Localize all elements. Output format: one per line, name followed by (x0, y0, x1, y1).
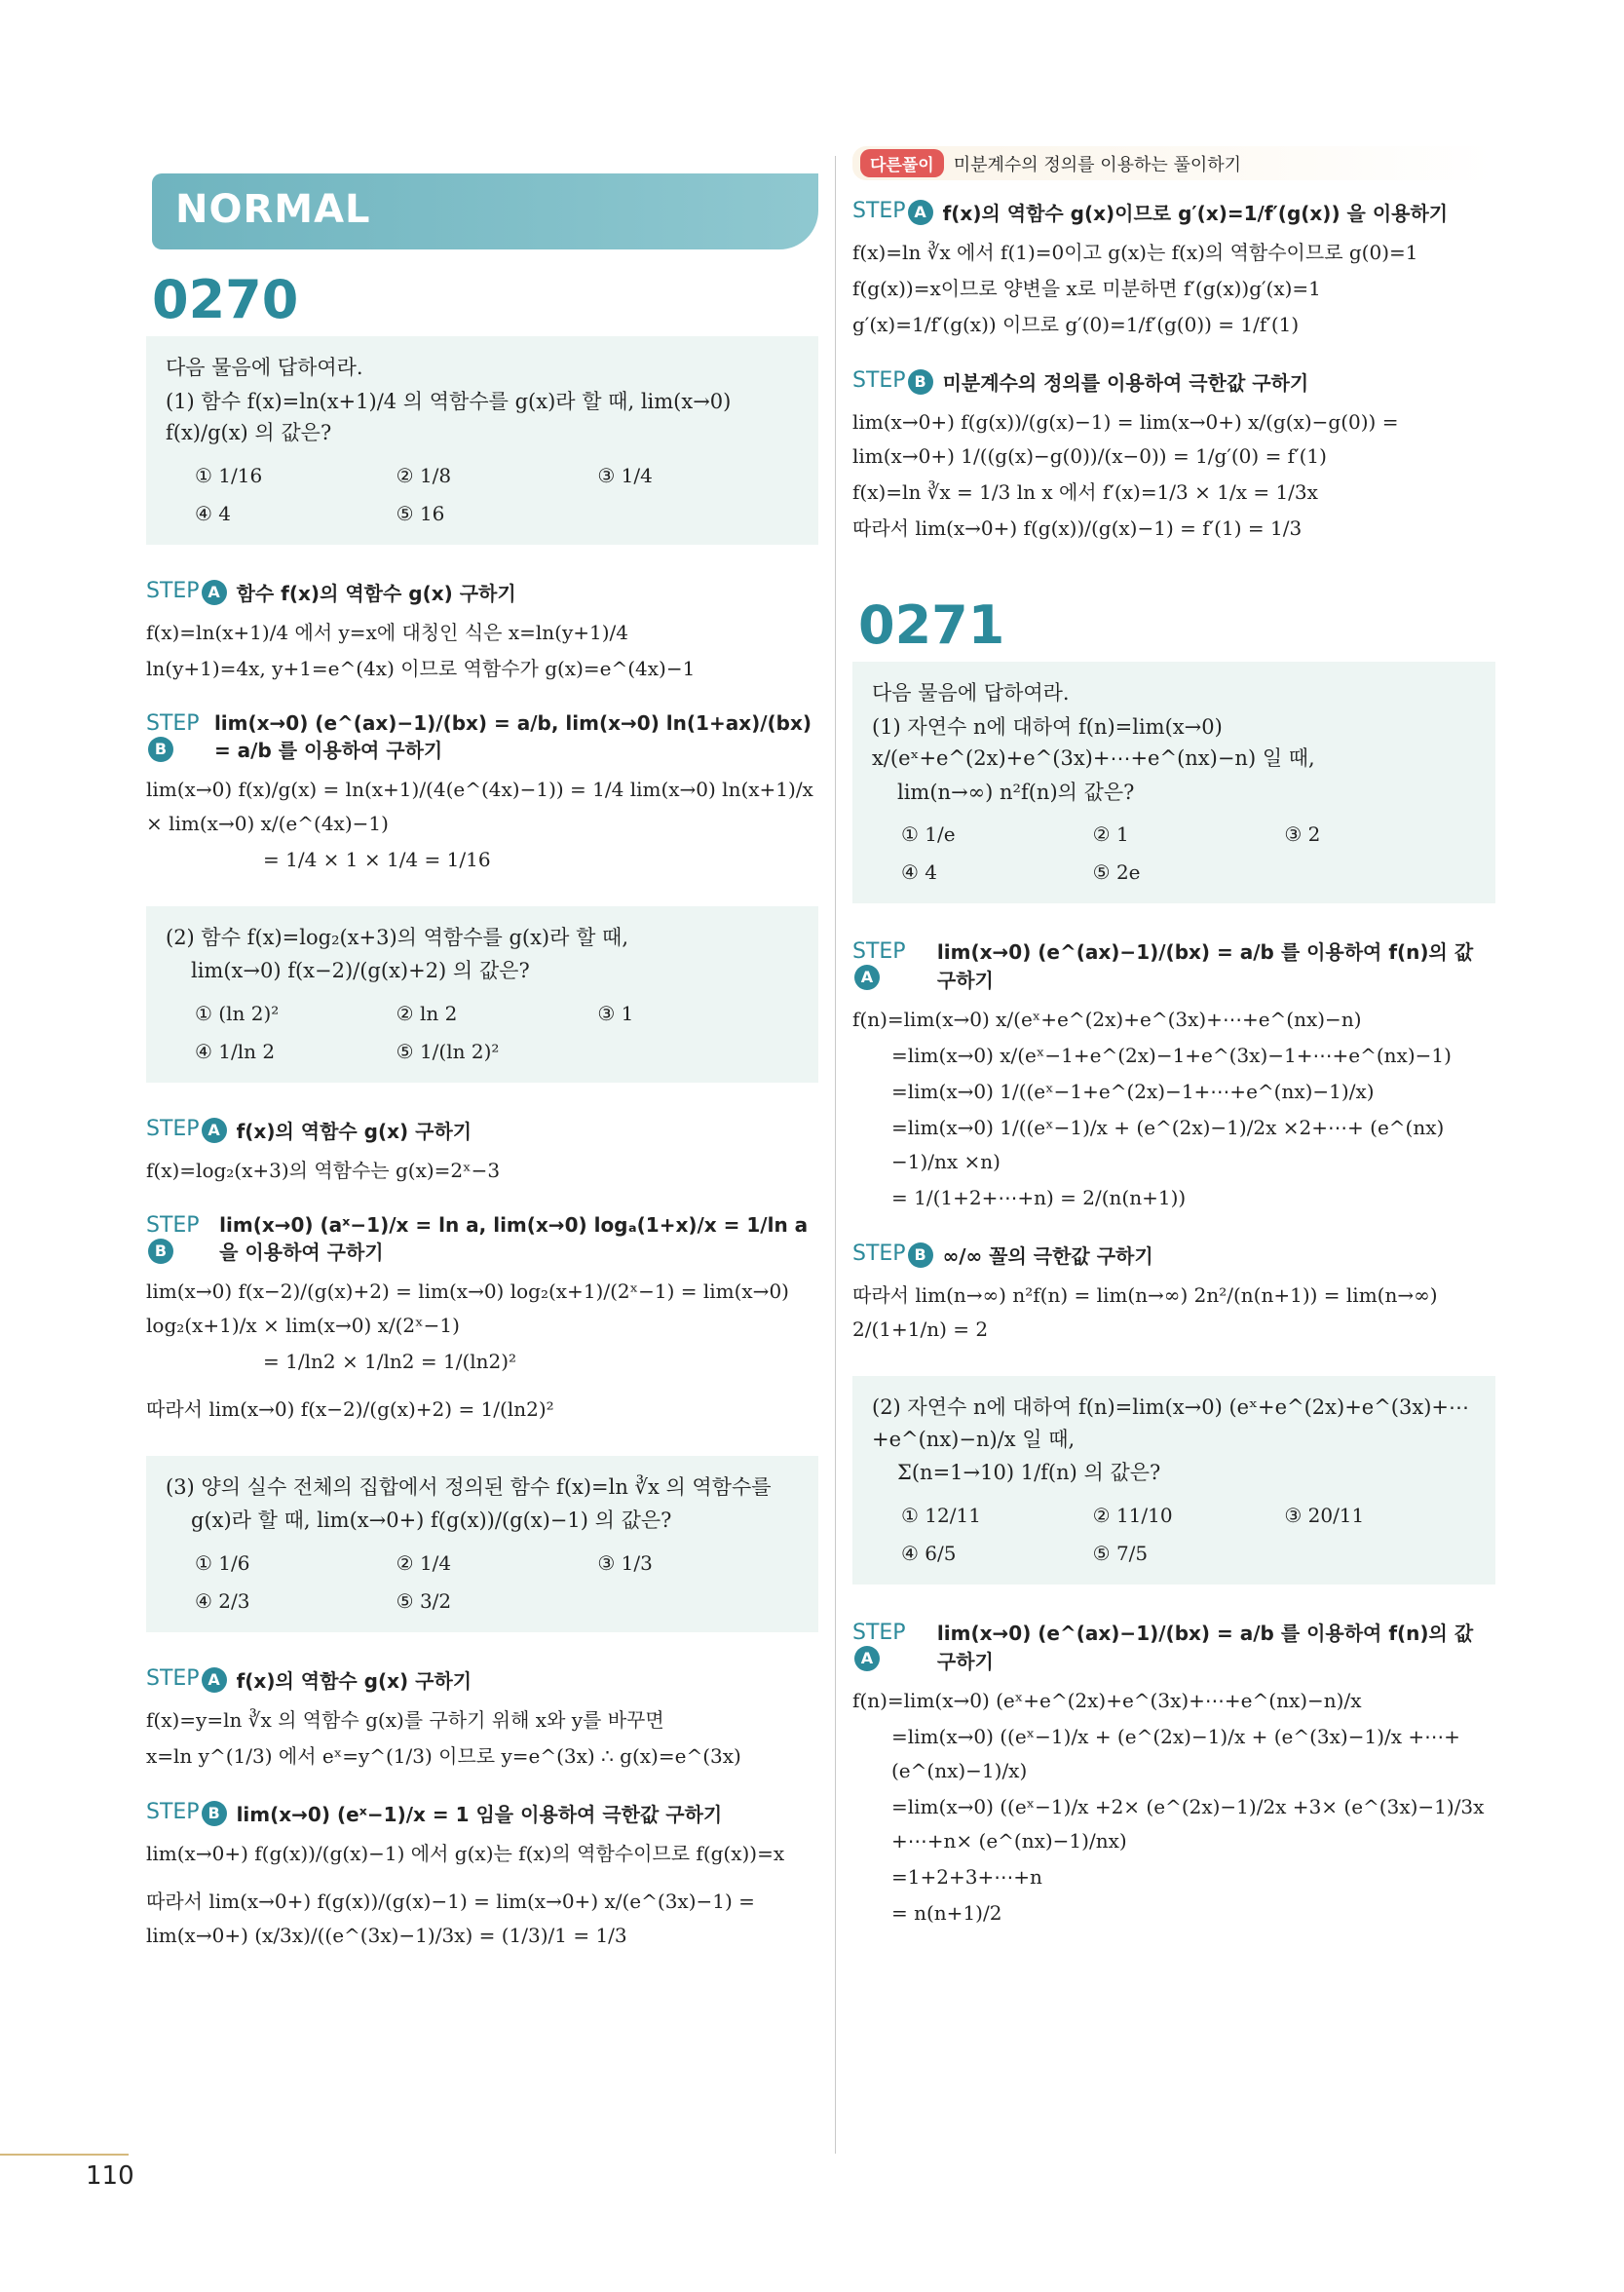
step-a-header: STEPA lim(x→0) (e^(ax)−1)/(bx) = a/b 를 이용하여 f(n)의 값 구하기 (852, 936, 1495, 993)
step-b-badge: B (908, 1242, 933, 1268)
choice-item: ⑤ 2e (1092, 860, 1141, 885)
choice-item: ③ 1/4 (597, 463, 653, 487)
question-text: Σ(n=1→10) 1/f(n) 의 값은? (897, 1461, 1161, 1485)
problem-number-0270: 0270 (152, 269, 299, 330)
step-title: lim(x→0) (e^(ax)−1)/(bx) = a/b, lim(x→0) ln(1+ax)/(bx) = a/b 를 이용하여 구하기 (213, 710, 812, 762)
step-title: lim(x→0) (e^(ax)−1)/(bx) = a/b 를 이용하여 f(n)의 값 구하기 (936, 1621, 1474, 1673)
step-a-header: STEP A f(x)의 역함수 g(x) 구하기 (146, 1665, 472, 1693)
choice-list (872, 810, 1476, 888)
step-title: f(x)의 역함수 g(x)이므로 g′(x)=1/f′(g(x)) 을 이용하기 (942, 202, 1449, 225)
question-box-0270-3 (146, 1456, 818, 1632)
conclusion-line: 따라서 lim(n→∞) n²f(n) = lim(n→∞) 2n²/(n(n+1)) = lim(n→∞) 2/(1+1/n) = 2 (852, 1283, 1438, 1342)
step-title: lim(x→0) (e^(ax)−1)/(bx) = a/b 를 이용하여 f(n)의 값 구하기 (936, 940, 1474, 993)
choice-list (166, 451, 799, 529)
step-title: f(x)의 역함수 g(x) 구하기 (236, 1119, 472, 1143)
solution-line: f(n)=lim(x→0) (eˣ+e^(2x)+e^(3x)+⋯+e^(nx)−n)/x (852, 1688, 1362, 1712)
question-text: (1) 함수 f(x)=ln(x+1)/4 의 역함수를 g(x)라 할 때, lim(x→0) f(x)/g(x) 의 값은? (166, 389, 732, 445)
choice-item: ① 1/6 (195, 1550, 250, 1575)
step-b-header: STEP B ∞/∞ 꼴의 극한값 구하기 (852, 1242, 1153, 1269)
step-b-badge: B (908, 369, 933, 395)
conclusion-line: 따라서 lim(x→0+) f(g(x))/(g(x)−1) = f′(1) = 1/3 (852, 516, 1303, 540)
step-a-header: STEPA lim(x→0) (e^(ax)−1)/(bx) = a/b 를 이용하여 f(n)의 값 구하기 (852, 1618, 1495, 1674)
step-b-header: STEP B lim(x→0) (eˣ−1)/x = 1 임을 이용하여 극한값 구하기 (146, 1799, 723, 1826)
solution-line: =lim(x→0) x/(eˣ−1+e^(2x)−1+e^(3x)−1+⋯+e^(nx)−1) (891, 1044, 1452, 1068)
step-title: 함수 f(x)의 역함수 g(x) 구하기 (236, 581, 516, 605)
solution-line: = 1/4 × 1 × 1/4 = 1/16 (263, 847, 491, 871)
step-title: ∞/∞ 꼴의 극한값 구하기 (942, 1244, 1153, 1269)
alternative-solution-header (852, 146, 1495, 180)
solution-line: f(g(x))=x이므로 양변을 x로 미분하면 f′(g(x))g′(x)=1 (852, 277, 1321, 300)
step-b-badge: B (148, 737, 173, 762)
step-b-header: STEPB lim(x→0) (aˣ−1)/x = ln a, lim(x→0) logₐ(1+x)/x = 1/ln a 을 이용하여 구하기 (146, 1213, 818, 1265)
choice-item: ② ln 2 (396, 1001, 458, 1025)
question-text: (3) 양의 실수 전체의 집합에서 정의된 함수 f(x)=ln ∛x 의 역함수를 (166, 1474, 772, 1499)
normal-banner (146, 173, 818, 249)
choice-item: ① 1/e (901, 822, 956, 847)
solution-line: =lim(x→0) 1/((eˣ−1)/x + (e^(2x)−1)/2x ×2+⋯+ (e^(nx)−1)/nx ×n) (891, 1116, 1445, 1174)
question-box-0270-1 (146, 336, 818, 545)
choice-list (166, 1539, 799, 1617)
step-b-badge: B (148, 1239, 173, 1264)
solution-line: =lim(x→0) ((eˣ−1)/x + (e^(2x)−1)/x + (e^(3x)−1)/x +⋯+ (e^(nx)−1)/x) (891, 1724, 1460, 1782)
solution-line: f(n)=lim(x→0) x/(eˣ+e^(2x)+e^(3x)+⋯+e^(nx)−n) (852, 1008, 1362, 1032)
question-box-0271-2 (852, 1376, 1495, 1585)
question-text: (1) 자연수 n에 대하여 f(n)=lim(x→0) x/(eˣ+e^(2x)+e^(3x)+⋯+e^(nx)−n) 일 때, (872, 714, 1315, 771)
question-text: (2) 함수 f(x)=log₂(x+3)의 역함수를 g(x)라 할 때, (166, 925, 629, 949)
question-text: g(x)라 할 때, lim(x→0+) f(g(x))/(g(x)−1) 의 값은? (191, 1509, 672, 1533)
solution-line: lim(x→0+) f(g(x))/(g(x)−1) = lim(x→0+) x/(g(x)−g(0)) = lim(x→0+) 1/((g(x)−g(0))/(x−0)) = 1/g′(0) = f′(1) (852, 410, 1399, 468)
choice-item: ③ 1 (597, 1001, 634, 1025)
choice-list (166, 989, 799, 1067)
step-a-badge: A (854, 1646, 880, 1671)
solution-line: lim(x→0+) f(g(x))/(g(x)−1) 에서 g(x)는 f(x)의 역함수이므로 f(g(x))=x (146, 1841, 785, 1865)
solution-line: =lim(x→0) ((eˣ−1)/x +2× (e^(2x)−1)/2x +3× (e^(3x)−1)/3x +⋯+n× (e^(nx)−1)/nx) (891, 1794, 1485, 1853)
alt-badge: 다른풀이 (860, 149, 944, 177)
solution-line: f(x)=ln(x+1)/4 에서 y=x에 대칭인 식은 x=ln(y+1)/4 (146, 620, 628, 644)
conclusion-line: 따라서 lim(x→0+) f(g(x))/(g(x)−1) = lim(x→0+) x/(e^(3x)−1) = lim(x→0+) (x/3x)/((e^(3x)−1)/3x) = (1/3)/1 = 1/3 (146, 1889, 755, 1947)
step-b-header: STEP B 미분계수의 정의를 이용하여 극한값 구하기 (852, 368, 1309, 395)
solution-line: = 1/(1+2+⋯+n) = 2/(n(n+1)) (891, 1186, 1187, 1210)
choice-item: ① 1/16 (195, 463, 263, 487)
question-intro: 다음 물음에 답하여라. (166, 356, 363, 379)
choice-item: ④ 1/ln 2 (195, 1039, 276, 1063)
solution-line: f(x)=ln ∛x 에서 f(1)=0이고 g(x)는 f(x)의 역함수이므로 g(0)=1 (852, 241, 1418, 264)
left-column (146, 146, 818, 1955)
choice-item: ① 12/11 (901, 1503, 981, 1527)
solution-line: =lim(x→0) 1/((eˣ−1+e^(2x)−1+⋯+e^(nx)−1)/x) (891, 1080, 1375, 1104)
question-text: lim(x→0) f(x−2)/(g(x)+2) 의 값은? (191, 959, 530, 983)
step-a-header: STEP A 함수 f(x)의 역함수 g(x) 구하기 (146, 578, 516, 605)
question-text: lim(n→∞) n²f(n)의 값은? (897, 780, 1135, 804)
choice-item: ② 1 (1092, 822, 1129, 847)
solution-line: g′(x)=1/f′(g(x)) 이므로 g′(0)=1/f′(g(0)) = 1/f′(1) (852, 313, 1300, 336)
solution-line: x=ln y^(1/3) 에서 eˣ=y^(1/3) 이므로 y=e^(3x) ∴ g(x)=e^(3x) (146, 1743, 741, 1768)
step-title: 미분계수의 정의를 이용하여 극한값 구하기 (942, 371, 1309, 395)
choice-item: ① (ln 2)² (195, 1001, 280, 1025)
right-column (852, 146, 1495, 1932)
step-a-badge: A (202, 1118, 227, 1143)
banner-title: NORMAL (175, 187, 371, 232)
choice-item: ⑤ 16 (396, 501, 445, 525)
choice-item: ④ 2/3 (195, 1588, 250, 1613)
step-a-badge: A (202, 580, 227, 605)
solution-line: f(x)=y=ln ∛x 의 역함수 g(x)를 구하기 위해 x와 y를 바꾸면 (146, 1707, 664, 1732)
step-title: f(x)의 역함수 g(x) 구하기 (236, 1668, 472, 1693)
column-divider (835, 156, 836, 2154)
choice-list (872, 1491, 1476, 1569)
solution-line: ln(y+1)=4x, y+1=e^(4x) 이므로 역함수가 g(x)=e^(4x)−1 (146, 656, 696, 680)
question-intro: 다음 물음에 답하여라. (872, 681, 1070, 705)
step-title: lim(x→0) (aˣ−1)/x = ln a, lim(x→0) logₐ(1+x)/x = 1/ln a 을 이용하여 구하기 (219, 1212, 809, 1264)
solution-line: = 1/ln2 × 1/ln2 = 1/(ln2)² (263, 1349, 517, 1373)
step-title: lim(x→0) (eˣ−1)/x = 1 임을 이용하여 극한값 구하기 (236, 1802, 723, 1826)
solution-line: lim(x→0) f(x−2)/(g(x)+2) = lim(x→0) log₂(x+1)/(2ˣ−1) = lim(x→0) log₂(x+1)/x × lim(x→0) x/(2ˣ−1) (146, 1279, 789, 1337)
choice-item: ② 1/8 (396, 463, 452, 487)
choice-item: ⑤ 7/5 (1092, 1541, 1149, 1565)
page-number-rule (0, 2154, 129, 2156)
step-a-header: STEP A f(x)의 역함수 g(x)이므로 g′(x)=1/f′(g(x)) 을 이용하기 (852, 199, 1449, 225)
choice-item: ④ 4 (901, 860, 938, 885)
step-a-badge: A (202, 1667, 227, 1693)
solution-line: lim(x→0) f(x)/g(x) = ln(x+1)/(4(e^(4x)−1)) = 1/4 lim(x→0) ln(x+1)/x × lim(x→0) x/(e^(4x)−1) (146, 777, 813, 835)
question-box-0271-1 (852, 662, 1495, 903)
choice-item: ③ 2 (1284, 822, 1321, 847)
choice-item: ⑤ 1/(ln 2)² (396, 1039, 500, 1063)
solution-line: f(x)=ln ∛x = 1/3 ln x 에서 f′(x)=1/3 × 1/x = 1/3x (852, 480, 1318, 504)
choice-item: ⑤ 3/2 (396, 1588, 452, 1613)
solution-line: = n(n+1)/2 (891, 1900, 1002, 1925)
question-box-0270-2 (146, 906, 818, 1083)
page-number: 110 (86, 2161, 134, 2191)
conclusion-line: 따라서 lim(x→0) f(x−2)/(g(x)+2) = 1/(ln2)² (146, 1396, 554, 1421)
step-a-header: STEP A f(x)의 역함수 g(x) 구하기 (146, 1116, 472, 1143)
step-b-header: STEPB lim(x→0) (e^(ax)−1)/(bx) = a/b, lim(x→0) ln(1+ax)/(bx) = a/b 를 이용하여 구하기 (146, 711, 818, 763)
choice-item: ② 1/4 (396, 1550, 452, 1575)
choice-item: ④ 6/5 (901, 1541, 957, 1565)
alt-title: 미분계수의 정의를 이용하는 풀이하기 (953, 154, 1242, 175)
question-text: (2) 자연수 n에 대하여 f(n)=lim(x→0) (eˣ+e^(2x)+e^(3x)+⋯+e^(nx)−n)/x 일 때, (872, 1395, 1469, 1451)
problem-number-0271: 0271 (858, 594, 1005, 656)
choice-item: ② 11/10 (1092, 1503, 1173, 1527)
choice-item: ③ 20/11 (1284, 1503, 1365, 1527)
choice-item: ④ 4 (195, 501, 232, 525)
choice-item: ③ 1/3 (597, 1550, 653, 1575)
step-b-badge: B (202, 1801, 227, 1826)
step-a-badge: A (854, 965, 880, 990)
solution-line: f(x)=log₂(x+3)의 역함수는 g(x)=2ˣ−3 (146, 1158, 501, 1182)
solution-line: =1+2+3+⋯+n (891, 1864, 1042, 1889)
step-a-badge: A (908, 200, 933, 225)
